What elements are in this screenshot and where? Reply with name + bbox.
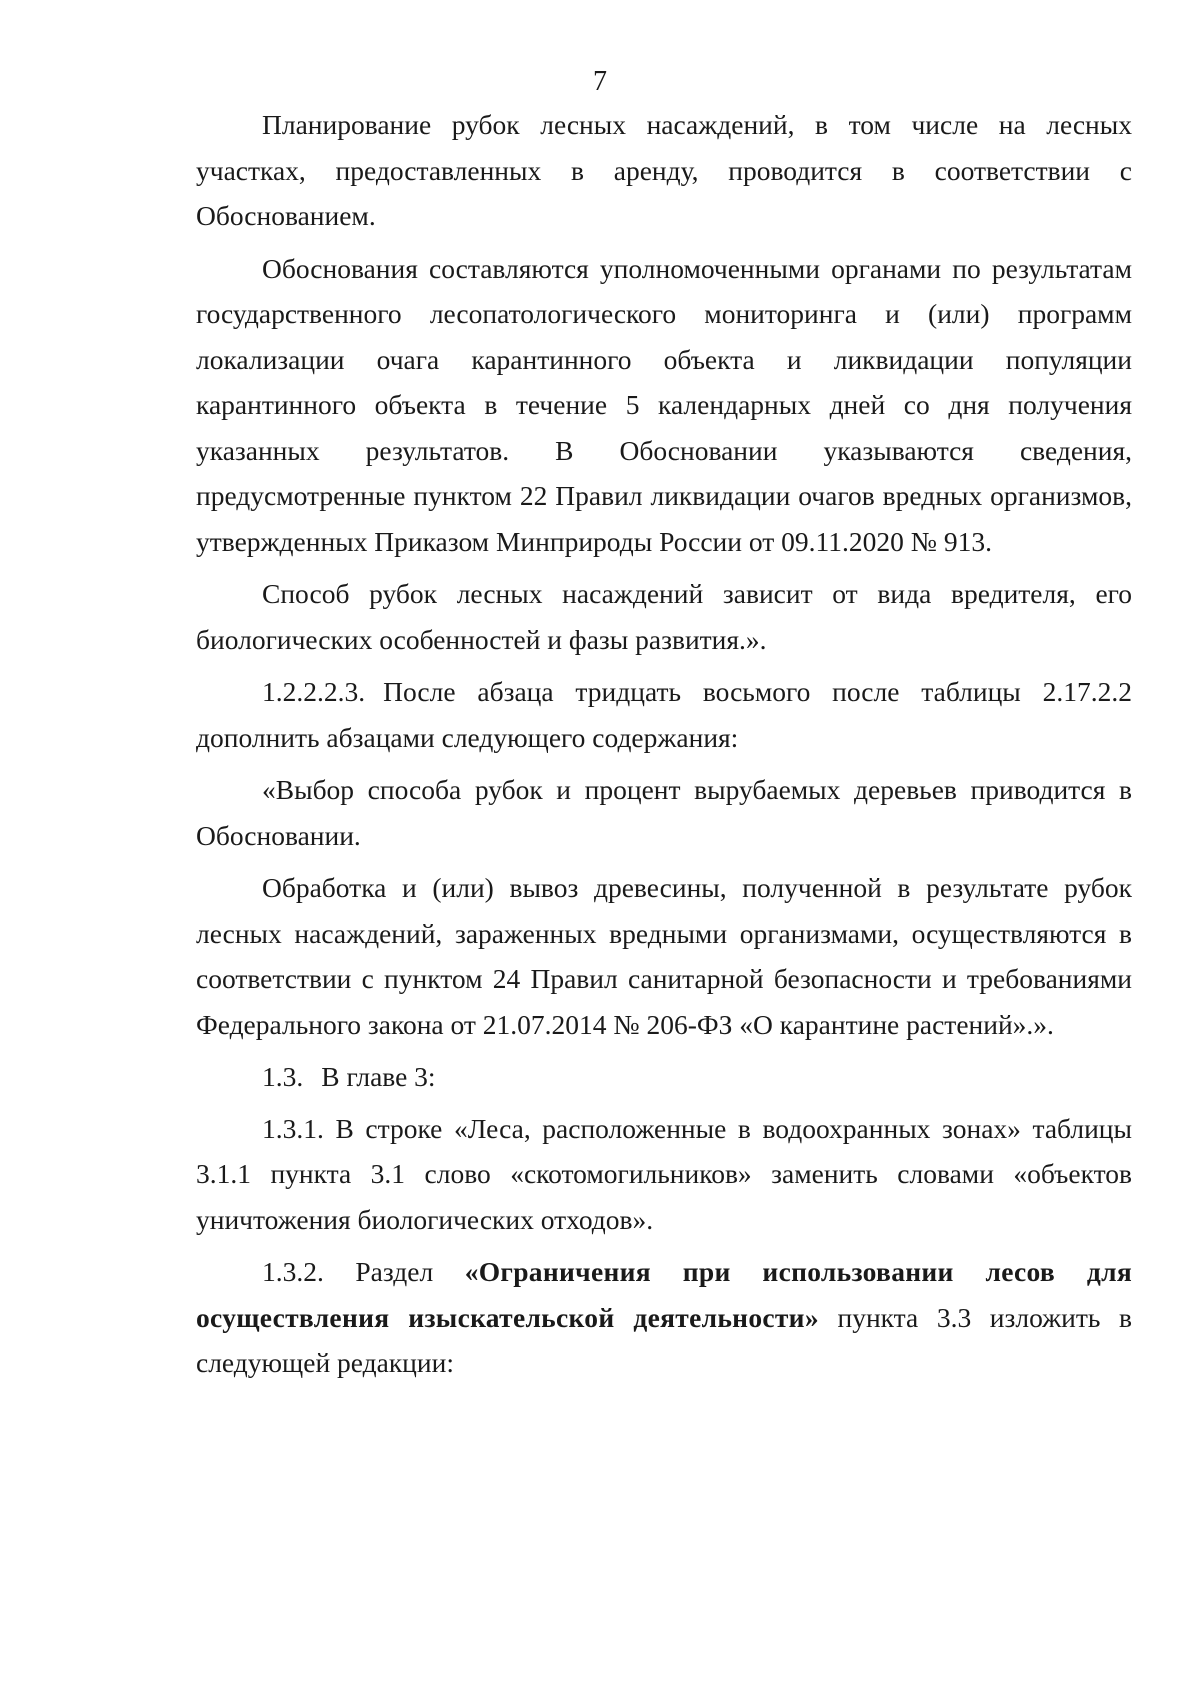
paragraph-item-1-2-2-2-3 — [196, 669, 1132, 760]
item-text: После абзаца тридцать восьмого после таблицы 2.17.2.2 дополнить абзацами следующего содержания: — [196, 676, 1132, 753]
paragraph-planning: Планирование рубок лесных насаждений, в том числе на лесных участках, предоставленных в аренду, проводится в соответствии с Обоснованием. — [196, 109, 1132, 231]
document-body — [196, 102, 1132, 1393]
item-number: 1.3. — [262, 1061, 304, 1092]
paragraph-item-1-3 — [196, 1054, 1132, 1100]
paragraph-wood-processing: Обработка и (или) вывоз древесины, полученной в результате рубок лесных насаждений, зараженных вредными организмами, осуществляются в соответствии с пунктом 24 Правил санитарной безопасности и требованиями Федерального закона от 21.07.2014 № 206-ФЗ «О карантине растений».». — [196, 872, 1132, 1040]
item-tail: пункта 3.3 изложить в следующей редакции: — [196, 1301, 1133, 1378]
paragraph-item-1-3-2 — [196, 1249, 1132, 1386]
section-title-bold: «Ограничения при использовании лесов для осуществления изыскательской деятельности» — [196, 1256, 1132, 1333]
item-number: 1.2.2.2.3. — [262, 676, 366, 707]
page-number: 7 — [593, 66, 607, 97]
paragraph-item-1-3-1: 1.3.1. В строке «Леса, расположенные в водоохранных зонах» таблицы 3.1.1 пункта 3.1 слово «скотомогильников» заменить словами «объектов уничтожения биологических отходов». — [196, 1112, 1132, 1235]
paragraph-justifications: Обоснования составляются уполномоченными органами по результатам государственного лесопатологического мониторинга и (или) программ локализации очага карантинного объекта и ликвидации популяции карантинного объекта в течение 5 календарных дней со дня получения указанных результатов. В Обосновании указываются сведения, предусмотренные пунктом 22 Правил ликвидации очагов вредных организмов, утвержденных Приказом Минприроды России от 09.11.2020 № 913. — [196, 252, 1132, 557]
paragraph-choice-of-method: «Выбор способа рубок и процент вырубаемых деревьев приводится в Обосновании. — [196, 774, 1132, 851]
paragraph-felling-method: Способ рубок лесных насаждений зависит от вида вредителя, его биологических особенностей и фазы развития.». — [196, 578, 1132, 655]
item-lead: 1.3.2. Раздел — [262, 1256, 465, 1287]
item-text: В главе 3: — [321, 1061, 436, 1092]
